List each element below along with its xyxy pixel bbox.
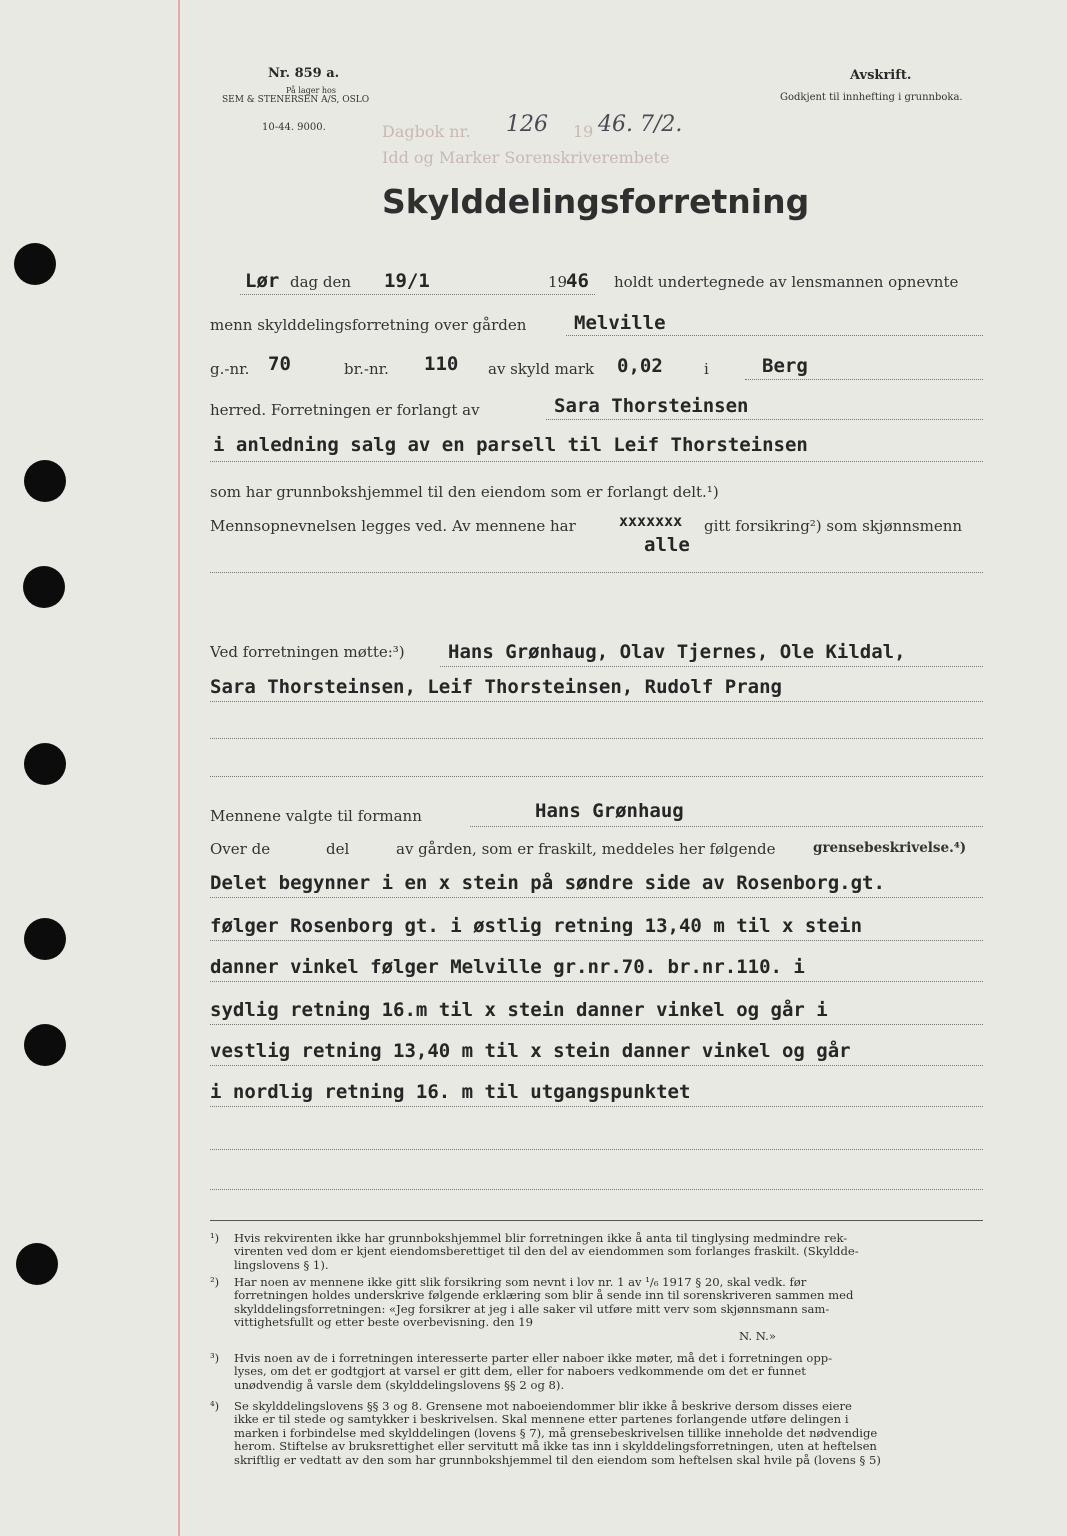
boundary-line-5: vestlig retning 13,40 m til x stein danner vinkel og går bbox=[210, 1040, 851, 1062]
hjemmel-text: som har grunnbokshjemmel til den eiendom som er forlangt delt.¹) bbox=[210, 483, 719, 501]
fill-line bbox=[210, 461, 983, 462]
footnote-line: virenten ved dom er kjent eiendomsberettiget til den del av eiendommen som forlanges fraskilt. (Skyldde- bbox=[234, 1244, 859, 1259]
dag-den-label: dag den bbox=[290, 273, 352, 291]
margin-line bbox=[178, 0, 180, 1536]
copy-label: Avskrift. bbox=[850, 68, 912, 83]
attendance-line-1: Hans Grønhaug, Olav Tjernes, Ole Kildal, bbox=[448, 641, 906, 663]
attendance-label: Ved forretningen møtte:³) bbox=[210, 643, 405, 661]
publisher-name: SEM & STENERSEN A/S, OSLO bbox=[222, 95, 370, 105]
office-stamp: Idd og Marker Sorenskriverembete bbox=[382, 148, 670, 167]
footnote-line: lyses, om det er godtgjort at varsel er gitt dem, eller for naboers vedkommende om det er funnet bbox=[234, 1364, 806, 1379]
fill-line bbox=[210, 572, 983, 573]
punch-hole bbox=[24, 1024, 66, 1066]
punch-hole bbox=[24, 460, 66, 502]
boundary-line-3: danner vinkel følger Melville gr.nr.70. br.nr.110. i bbox=[210, 956, 805, 978]
year-suffix: 46 bbox=[566, 270, 589, 292]
punch-hole bbox=[24, 918, 66, 960]
footnote-1 bbox=[210, 1232, 985, 1272]
footnote-mark: ³) bbox=[210, 1351, 220, 1365]
page-title: Skylddelingsforretning bbox=[382, 182, 810, 221]
form-number: Nr. 859 a. bbox=[268, 66, 340, 81]
farm-name: Melville bbox=[574, 312, 666, 334]
footnote-line: lingslovens § 1). bbox=[234, 1257, 329, 1272]
struck-text: xxxxxxx bbox=[619, 512, 683, 530]
i-label: i bbox=[704, 360, 709, 378]
dagbok-year-prefix: 19 bbox=[573, 122, 594, 141]
publisher-line: På lager hos bbox=[286, 86, 336, 95]
fill-line bbox=[210, 897, 983, 898]
footnote-line: skylddelingsforretningen: «Jeg forsikrer at jeg i alle saker vil utføre mitt verv som skjønnsmann sam- bbox=[234, 1301, 830, 1316]
footnote-separator bbox=[210, 1220, 983, 1221]
fill-line bbox=[210, 1106, 983, 1107]
over-de-label: Over de bbox=[210, 840, 271, 858]
footnote-signature: N. N.» bbox=[739, 1328, 776, 1343]
dagbok-label: Dagbok nr. bbox=[382, 122, 471, 141]
dagbok-number: 126 bbox=[506, 112, 548, 137]
fill-line bbox=[210, 776, 983, 777]
requester: Sara Thorsteinsen bbox=[554, 395, 749, 417]
bnr-value: 110 bbox=[424, 353, 459, 375]
mennsop-text: Mennsopnevnelsen legges ved. Av mennene har bbox=[210, 517, 576, 535]
footnote-line: Hvis noen av de i forretningen interesserte parter eller naboer ikke møter, må det i forretningen opp- bbox=[234, 1351, 833, 1365]
footnote-line: unødvendig å varsle dem (skylddelingslovens §§ 2 og 8). bbox=[234, 1377, 565, 1392]
boundary-bold-label: grensebeskrivelse.⁴) bbox=[813, 840, 967, 856]
footnote-line: Se skylddelingslovens §§ 3 og 8. Grensene mot naboeiendommer blir ikke å beskrive dersom disses eiere bbox=[234, 1399, 852, 1413]
footnote-line: marken i forbindelse med skylddelingen (lovens § 7), må grensebeskrivelsen tillike inneholde det nødvendige bbox=[234, 1425, 878, 1440]
footnote-line: vittighetsfullt og etter beste overbevisning. den 19 bbox=[234, 1315, 533, 1330]
punch-hole bbox=[24, 743, 66, 785]
fill-line bbox=[440, 666, 983, 667]
fill-line bbox=[210, 1189, 983, 1190]
chair-name: Hans Grønhaug bbox=[535, 800, 684, 822]
approval-text: Godkjent til innhefting i grunnboka. bbox=[780, 92, 963, 103]
footnote-line: skriftlig er vedtatt av den som har grunnbokshjemmel til den eiendom som heftelsen skal hvile på (lovens § 5) bbox=[234, 1452, 881, 1467]
footnote-mark: ²) bbox=[210, 1275, 220, 1289]
footnote-line: Hvis rekvirenten ikke har grunnbokshjemmel blir forretningen ikke å anta til tinglysing medmindre rek- bbox=[234, 1231, 848, 1245]
alle-text: alle bbox=[644, 534, 690, 556]
footnote-3 bbox=[210, 1352, 985, 1392]
punch-hole bbox=[23, 566, 65, 608]
fill-line bbox=[470, 826, 983, 827]
footnote-line: Har noen av mennene ikke gitt slik forsikring som nevnt i lov nr. 1 av ¹/₆ 1917 § 20, skal vedk. før bbox=[234, 1275, 807, 1289]
footnote-line: ikke er til stede og samtykker i beskrivelsen. Skal mennene etter partenes forlangende utføre delingen i bbox=[234, 1412, 849, 1427]
meeting-date: 19/1 bbox=[384, 270, 430, 292]
forsikring-text: gitt forsikring²) som skjønnsmenn bbox=[704, 517, 963, 535]
fill-line bbox=[210, 1065, 983, 1066]
punch-hole bbox=[14, 243, 56, 285]
del-label: del bbox=[326, 840, 350, 858]
boundary-line-4: sydlig retning 16.m til x stein danner vinkel og går i bbox=[210, 999, 828, 1021]
boundary-line-1: Delet begynner i en x stein på søndre side av Rosenborg.gt. bbox=[210, 872, 885, 894]
print-info: 10-44. 9000. bbox=[262, 122, 326, 133]
herred-text: herred. Forretningen er forlangt av bbox=[210, 401, 480, 419]
fill-line bbox=[566, 335, 983, 336]
gnr-label: g.-nr. bbox=[210, 360, 250, 378]
footnote-line: herom. Stiftelse av bruksrettighet eller servitutt må ikke tas inn i skylddelingsforretningen, uten at heftelsen bbox=[234, 1439, 877, 1454]
bnr-label: br.-nr. bbox=[344, 360, 389, 378]
held-text: holdt undertegnede av lensmannen opnevnte bbox=[614, 273, 959, 291]
boundary-line-2: følger Rosenborg gt. i østlig retning 13,40 m til x stein bbox=[210, 915, 863, 937]
fill-line bbox=[210, 701, 983, 702]
footnote-4 bbox=[210, 1400, 985, 1467]
skyld-value: 0,02 bbox=[617, 355, 663, 377]
skyld-label: av skyld mark bbox=[488, 360, 595, 378]
fill-line bbox=[546, 419, 983, 420]
boundary-line-6: i nordlig retning 16. m til utgangspunktet bbox=[210, 1081, 691, 1103]
year-prefix: 19 bbox=[548, 273, 568, 291]
menn-text: menn skylddelingsforretning over gården bbox=[210, 316, 527, 334]
chair-label: Mennene valgte til formann bbox=[210, 807, 422, 825]
fill-line bbox=[210, 1024, 983, 1025]
gnr-value: 70 bbox=[268, 353, 291, 375]
footnote-mark: ⁴) bbox=[210, 1399, 220, 1413]
municipality: Berg bbox=[762, 355, 808, 377]
punch-hole bbox=[16, 1243, 58, 1285]
boundary-intro: av gården, som er fraskilt, meddeles her følgende bbox=[396, 840, 776, 858]
reason-text: i anledning salg av en parsell til Leif Thorsteinsen bbox=[213, 434, 808, 456]
fill-line bbox=[240, 294, 595, 295]
fill-line bbox=[210, 940, 983, 941]
footnote-line: forretningen holdes underskrive følgende erklæring som blir å sende inn til sorenskriveren sammen med bbox=[234, 1288, 854, 1303]
dagbok-date: 46. 7/2. bbox=[598, 112, 683, 137]
fill-line bbox=[210, 981, 983, 982]
fill-line bbox=[210, 738, 983, 739]
weekday: Lør bbox=[245, 270, 280, 292]
footnote-mark: ¹) bbox=[210, 1231, 220, 1245]
attendance-line-2: Sara Thorsteinsen, Leif Thorsteinsen, Rudolf Prang bbox=[210, 676, 782, 698]
fill-line bbox=[210, 1149, 983, 1150]
fill-line bbox=[745, 379, 983, 380]
footnote-2 bbox=[210, 1276, 985, 1343]
